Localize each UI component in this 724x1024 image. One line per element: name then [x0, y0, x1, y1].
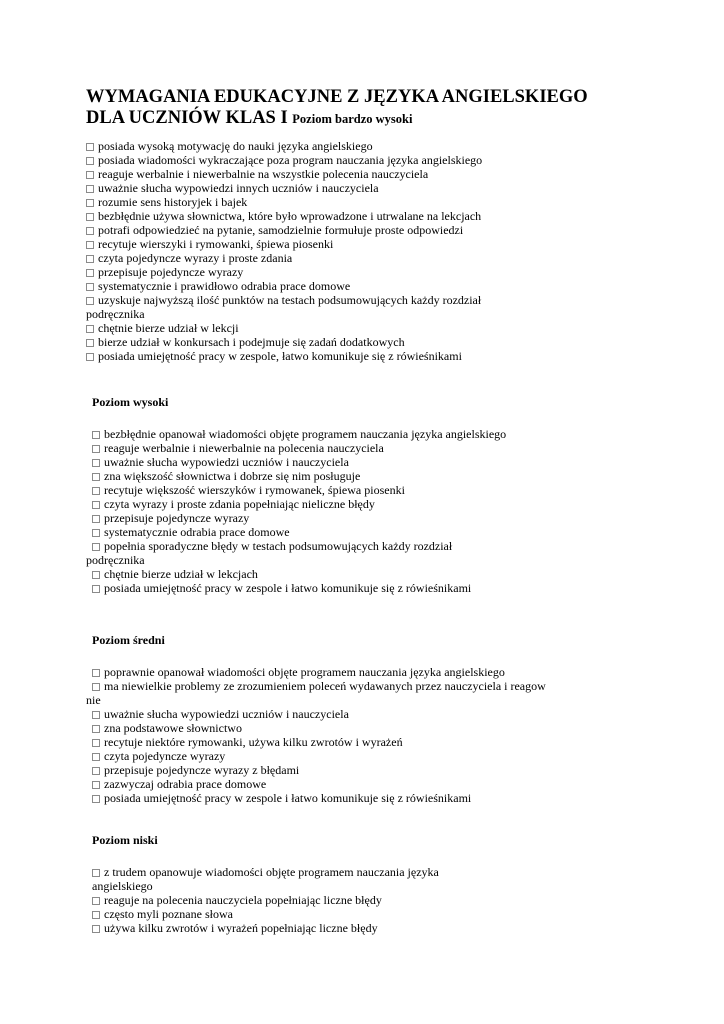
bullet-icon: [92, 445, 100, 453]
list-item-continuation: nie: [86, 693, 101, 707]
list-item: popełnia sporadyczne błędy w testach podsumowujących każdy rozdział: [86, 539, 506, 553]
list-item: czyta wyrazy i proste zdania popełniając nieliczne błędy: [86, 497, 506, 511]
bullet-icon: [92, 911, 100, 919]
list-item: czyta pojedyncze wyrazy i proste zdania: [86, 251, 482, 265]
section-high: [86, 395, 507, 595]
bullet-icon: [92, 529, 100, 537]
bullet-icon: [92, 501, 100, 509]
list-item: ma niewielkie problemy ze zrozumieniem poleceń wydawanych przez nauczyciela i reagow: [86, 679, 546, 693]
section-low: [92, 833, 439, 935]
list-item: czyta pojedyncze wyrazy: [86, 749, 546, 763]
list-item: bezbłędnie opanował wiadomości objęte programem nauczania języka angielskiego: [86, 427, 506, 441]
list-item: posiada umiejętność pracy w zespole, łatwo komunikuje się z rówieśnikami: [86, 349, 482, 363]
list-item: reaguje na polecenia nauczyciela popełniając liczne błędy: [92, 893, 439, 907]
bullet-icon: [92, 753, 100, 761]
title-line-1: WYMAGANIA EDUKACYJNE Z JĘZYKA ANGIELSKIEGO: [86, 87, 588, 107]
document-title: [86, 87, 588, 130]
bullet-icon: [92, 585, 100, 593]
list-item-continuation: podręcznika: [86, 553, 145, 567]
bullet-icon: [92, 795, 100, 803]
bullet-icon: [86, 227, 94, 235]
list-item: rozumie sens historyjek i bajek: [86, 195, 482, 209]
bullet-icon: [92, 711, 100, 719]
bullet-icon: [86, 255, 94, 263]
bullet-icon: [86, 185, 94, 193]
bullet-icon: [92, 473, 100, 481]
list-item: posiada umiejętność pracy w zespole i łatwo komunikuje się z rówieśnikami: [86, 791, 546, 805]
bullet-icon: [92, 897, 100, 905]
section-medium: [86, 633, 546, 805]
list-item: chętnie bierze udział w lekcji: [86, 321, 482, 335]
bullet-icon: [92, 925, 100, 933]
level-heading-very-high: Poziom bardzo wysoki: [292, 112, 413, 126]
list-item: przepisuje pojedyncze wyrazy: [86, 265, 482, 279]
bullet-icon: [92, 767, 100, 775]
requirements-list: [86, 427, 506, 595]
bullet-icon: [92, 683, 100, 691]
list-item: uważnie słucha wypowiedzi innych uczniów i nauczyciela: [86, 181, 482, 195]
bullet-icon: [86, 143, 94, 151]
list-item: recytuje większość wierszyków i rymowanek, śpiewa piosenki: [86, 483, 506, 497]
bullet-icon: [86, 171, 94, 179]
list-item: często myli poznane słowa: [92, 907, 439, 921]
list-item: uzyskuje najwyższą ilość punktów na testach podsumowujących każdy rozdział: [86, 293, 482, 307]
list-item: używa kilku zwrotów i wyrażeń popełniając liczne błędy: [92, 921, 439, 935]
list-item: zna większość słownictwa i dobrze się nim posługuje: [86, 469, 506, 483]
bullet-icon: [92, 739, 100, 747]
requirements-list: [86, 665, 546, 805]
requirements-list: [86, 139, 482, 363]
list-item: recytuje wierszyki i rymowanki, śpiewa piosenki: [86, 237, 482, 251]
bullet-icon: [86, 213, 94, 221]
list-item: poprawnie opanował wiadomości objęte programem nauczania języka angielskiego: [86, 665, 546, 679]
list-item: chętnie bierze udział w lekcjach: [86, 567, 506, 581]
bullet-icon: [92, 431, 100, 439]
list-item: potrafi odpowiedzieć na pytanie, samodzielnie formułuje proste odpowiedzi: [86, 223, 482, 237]
list-item: zna podstawowe słownictwo: [86, 721, 546, 735]
list-item: systematycznie odrabia prace domowe: [86, 525, 506, 539]
list-item: posiada wysoką motywację do nauki języka angielskiego: [86, 139, 482, 153]
bullet-icon: [92, 459, 100, 467]
bullet-icon: [86, 353, 94, 361]
bullet-icon: [86, 325, 94, 333]
list-item: bezbłędnie używa słownictwa, które było wprowadzone i utrwalane na lekcjach: [86, 209, 482, 223]
list-item: reaguje werbalnie i niewerbalnie na polecenia nauczyciela: [86, 441, 506, 455]
bullet-icon: [92, 543, 100, 551]
list-item: systematycznie i prawidłowo odrabia prace domowe: [86, 279, 482, 293]
bullet-icon: [92, 669, 100, 677]
bullet-icon: [92, 515, 100, 523]
list-item: recytuje niektóre rymowanki, używa kilku zwrotów i wyrażeń: [86, 735, 546, 749]
bullet-icon: [86, 199, 94, 207]
list-item: przepisuje pojedyncze wyrazy z błędami: [86, 763, 546, 777]
list-item: uważnie słucha wypowiedzi uczniów i nauczyciela: [86, 707, 546, 721]
list-item: zazwyczaj odrabia prace domowe: [86, 777, 546, 791]
bullet-icon: [86, 339, 94, 347]
list-item-continuation: podręcznika: [86, 307, 145, 321]
bullet-icon: [86, 157, 94, 165]
level-heading-medium: Poziom średni: [92, 633, 165, 647]
list-item: posiada wiadomości wykraczające poza program nauczania języka angielskiego: [86, 153, 482, 167]
bullet-icon: [92, 781, 100, 789]
list-item-continuation: angielskiego: [92, 879, 153, 893]
section-very-high: [86, 139, 482, 363]
bullet-icon: [86, 241, 94, 249]
bullet-icon: [86, 297, 94, 305]
list-item: z trudem opanowuje wiadomości objęte programem nauczania języka: [92, 865, 439, 879]
bullet-icon: [86, 283, 94, 291]
bullet-icon: [92, 869, 100, 877]
bullet-icon: [92, 487, 100, 495]
list-item: posiada umiejętność pracy w zespole i łatwo komunikuje się z rówieśnikami: [86, 581, 506, 595]
list-item: reaguje werbalnie i niewerbalnie na wszystkie polecenia nauczyciela: [86, 167, 482, 181]
title-line-2: DLA UCZNIÓW KLAS I: [86, 108, 288, 128]
bullet-icon: [86, 269, 94, 277]
requirements-list: [92, 865, 439, 935]
level-heading-low: Poziom niski: [92, 833, 158, 847]
level-heading-high: Poziom wysoki: [92, 395, 169, 409]
list-item: uważnie słucha wypowiedzi uczniów i nauczyciela: [86, 455, 506, 469]
bullet-icon: [92, 571, 100, 579]
bullet-icon: [92, 725, 100, 733]
list-item: bierze udział w konkursach i podejmuje się zadań dodatkowych: [86, 335, 482, 349]
list-item: przepisuje pojedyncze wyrazy: [86, 511, 506, 525]
